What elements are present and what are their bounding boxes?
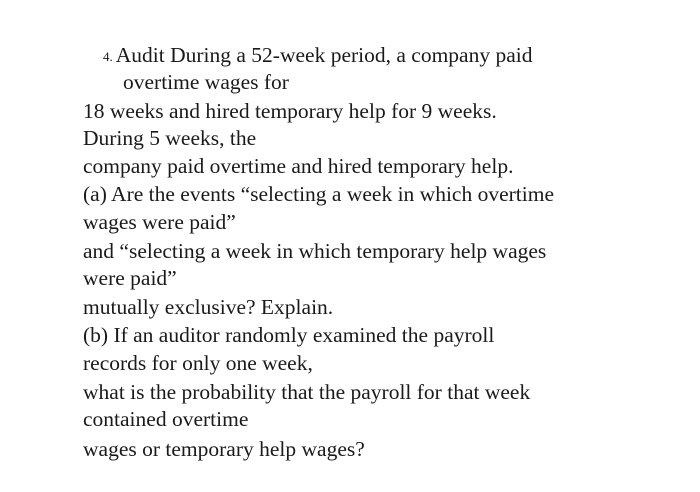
problem-line-12: records for only one week, [83,351,313,375]
problem-line-5: company paid overtime and hired temporary help. [83,154,514,178]
problem-line-text: Audit During a 52-week period, a company paid [115,43,533,67]
problem-line-10: mutually exclusive? Explain. [83,295,334,319]
problem-line-8: and “selecting a week in which temporary help wages [83,239,547,263]
problem-number: 4. [103,49,113,64]
problem-line-7: wages were paid” [83,210,236,234]
problem-line-6: (a) Are the events “selecting a week in which overtime [83,182,555,206]
problem-line-2: overtime wages for [123,70,289,94]
problem-line-1 [103,42,533,70]
problem-line-9: were paid” [83,266,177,290]
problem-line-13: what is the probability that the payroll for that week [83,380,531,404]
problem-line-15: wages or temporary help wages? [83,437,365,461]
problem-line-4: During 5 weeks, the [83,126,257,150]
problem-line-11: (b) If an auditor randomly examined the payroll [83,323,495,347]
problem-line-14: contained overtime [83,407,249,431]
problem-line-3: 18 weeks and hired temporary help for 9 weeks. [83,99,497,123]
